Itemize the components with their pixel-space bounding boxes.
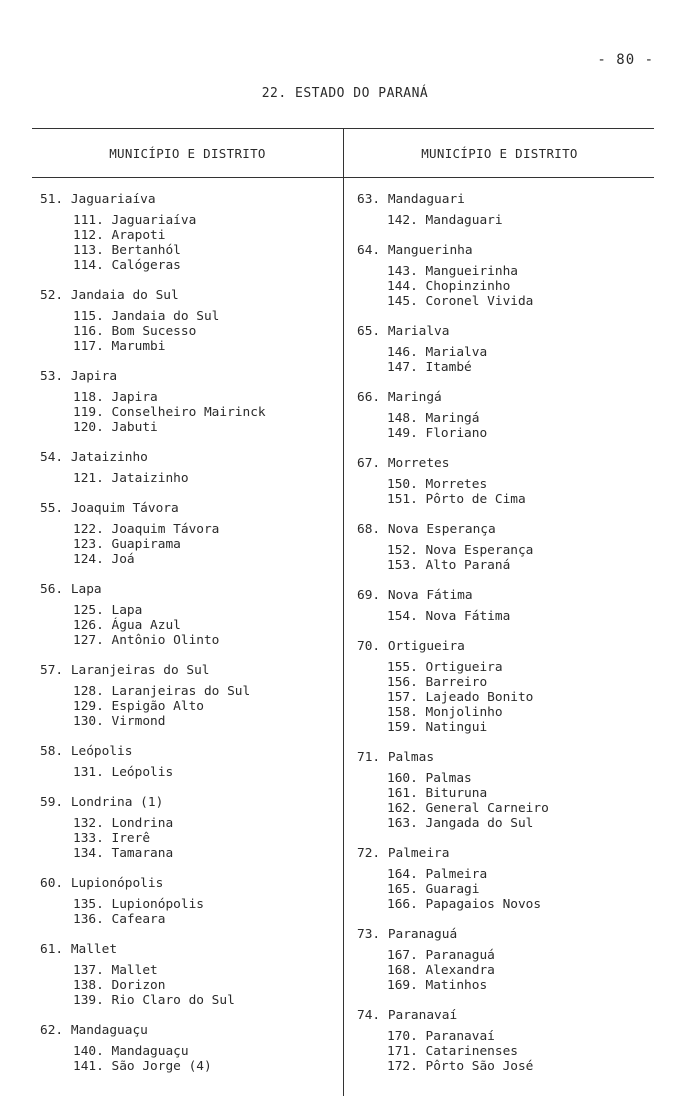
municipio-name: 60. Lupionópolis — [40, 876, 164, 891]
district-item: 115. Jandaia do Sul — [73, 309, 220, 324]
municipio-name: 58. Leópolis — [40, 744, 133, 759]
district-item: 142. Mandaguari — [387, 213, 503, 228]
municipio-name: 55. Joaquim Távora — [40, 501, 179, 516]
district-item: 119. Conselheiro Mairinck — [73, 405, 266, 420]
district-list — [40, 963, 340, 1008]
municipio-entry — [40, 942, 340, 1008]
municipio-entry — [357, 324, 657, 375]
district-item: 137. Mallet — [73, 963, 158, 978]
district-item: 120. Jabuti — [73, 420, 158, 435]
district-item: 154. Nova Fátima — [387, 609, 511, 624]
municipio-name: 67. Morretes — [357, 456, 450, 471]
municipio-entry — [40, 663, 340, 729]
district-item: 131. Leópolis — [73, 765, 174, 780]
right-column — [357, 192, 657, 1089]
municipio-entry — [40, 369, 340, 435]
district-list — [357, 345, 657, 375]
district-item: 161. Bituruna — [387, 786, 488, 801]
municipio-name: 68. Nova Esperança — [357, 522, 496, 537]
municipio-name: 66. Maringá — [357, 390, 442, 405]
district-item: 149. Floriano — [387, 426, 488, 441]
district-item: 123. Guapirama — [73, 537, 181, 552]
district-item: 116. Bom Sucesso — [73, 324, 197, 339]
district-list — [357, 411, 657, 441]
municipio-name: 64. Manguerinha — [357, 243, 473, 258]
district-item: 125. Lapa — [73, 603, 143, 618]
district-item: 145. Coronel Vivida — [387, 294, 534, 309]
district-item: 127. Antônio Olinto — [73, 633, 220, 648]
municipio-entry — [40, 795, 340, 861]
district-item: 169. Matinhos — [387, 978, 488, 993]
municipio-entry — [40, 450, 340, 486]
district-item: 139. Rio Claro do Sul — [73, 993, 235, 1008]
municipio-name: 70. Ortigueira — [357, 639, 465, 654]
district-list — [40, 522, 340, 567]
district-item: 117. Marumbi — [73, 339, 166, 354]
district-item: 124. Joá — [73, 552, 135, 567]
column-header-right: MUNICÍPIO E DISTRITO — [421, 146, 578, 161]
district-item: 140. Mandaguaçu — [73, 1044, 189, 1059]
district-item: 132. Londrina — [73, 816, 174, 831]
district-list — [357, 609, 657, 624]
district-item: 162. General Carneiro — [387, 801, 549, 816]
municipio-entry — [40, 288, 340, 354]
district-list — [40, 471, 340, 486]
district-item: 136. Cafeara — [73, 912, 166, 927]
district-list — [357, 948, 657, 993]
district-item: 163. Jangada do Sul — [387, 816, 534, 831]
district-list — [357, 867, 657, 912]
district-item: 160. Palmas — [387, 771, 472, 786]
district-item: 151. Pôrto de Cima — [387, 492, 526, 507]
district-item: 133. Irerê — [73, 831, 151, 846]
district-item: 128. Laranjeiras do Sul — [73, 684, 251, 699]
district-list — [357, 264, 657, 309]
district-item: 164. Palmeira — [387, 867, 488, 882]
district-item: 148. Maringá — [387, 411, 480, 426]
district-list — [40, 213, 340, 273]
municipio-entry — [357, 456, 657, 507]
district-item: 144. Chopinzinho — [387, 279, 511, 294]
municipio-name: 71. Palmas — [357, 750, 435, 765]
district-item: 157. Lajeado Bonito — [387, 690, 534, 705]
district-item: 171. Catarinenses — [387, 1044, 518, 1059]
municipio-name: 54. Jataizinho — [40, 450, 148, 465]
municipio-name: 59. Londrina (1) — [40, 795, 164, 810]
district-item: 172. Pôrto São José — [387, 1059, 534, 1074]
district-item: 146. Marialva — [387, 345, 488, 360]
district-list — [357, 213, 657, 228]
column-header-left: MUNICÍPIO E DISTRITO — [109, 146, 266, 161]
municipio-name: 63. Mandaguari — [357, 192, 465, 207]
district-item: 147. Itambé — [387, 360, 472, 375]
district-item: 126. Água Azul — [73, 618, 181, 633]
district-item: 135. Lupionópolis — [73, 897, 204, 912]
municipio-name: 69. Nova Fátima — [357, 588, 473, 603]
district-item: 118. Japira — [73, 390, 158, 405]
district-item: 129. Espigão Alto — [73, 699, 204, 714]
district-item: 153. Alto Paraná — [387, 558, 511, 573]
municipio-entry — [357, 846, 657, 912]
district-item: 111. Jaguariaíva — [73, 213, 197, 228]
district-item: 121. Jataizinho — [73, 471, 189, 486]
district-item: 130. Virmond — [73, 714, 166, 729]
district-list — [40, 684, 340, 729]
municipio-entry — [357, 750, 657, 831]
municipio-entry — [357, 927, 657, 993]
district-item: 134. Tamarana — [73, 846, 174, 861]
municipio-name: 73. Paranaguá — [357, 927, 458, 942]
municipio-entry — [357, 1008, 657, 1074]
district-item: 150. Morretes — [387, 477, 488, 492]
municipio-name: 52. Jandaia do Sul — [40, 288, 179, 303]
district-list — [40, 897, 340, 927]
municipio-entry — [357, 243, 657, 309]
municipio-entry — [357, 390, 657, 441]
municipio-name: 57. Laranjeiras do Sul — [40, 663, 210, 678]
district-item: 167. Paranaguá — [387, 948, 495, 963]
municipio-name: 65. Marialva — [357, 324, 450, 339]
municipio-entry — [40, 192, 340, 273]
district-item: 141. São Jorge (4) — [73, 1059, 212, 1074]
district-list — [40, 765, 340, 780]
municipio-entry — [40, 582, 340, 648]
left-column — [40, 192, 340, 1089]
district-list — [40, 309, 340, 354]
district-list — [357, 477, 657, 507]
district-item: 168. Alexandra — [387, 963, 495, 978]
municipio-entry — [357, 639, 657, 735]
municipio-entry — [40, 876, 340, 927]
district-item: 113. Bertanhól — [73, 243, 181, 258]
district-item: 152. Nova Esperança — [387, 543, 534, 558]
district-item: 112. Arapoti — [73, 228, 166, 243]
municipio-name: 53. Japira — [40, 369, 118, 384]
district-item: 138. Dorizon — [73, 978, 166, 993]
municipio-entry — [357, 192, 657, 228]
district-list — [40, 390, 340, 435]
municipio-entry — [40, 1023, 340, 1074]
column-divider — [343, 128, 344, 1096]
municipio-name: 51. Jaguariaíva — [40, 192, 156, 207]
page-number: - 80 - — [597, 52, 654, 68]
district-item: 166. Papagaios Novos — [387, 897, 542, 912]
page-title: 22. ESTADO DO PARANÁ — [261, 86, 429, 101]
district-list — [357, 771, 657, 831]
district-item: 159. Natingui — [387, 720, 488, 735]
municipio-entry — [40, 744, 340, 780]
district-item: 143. Mangueirinha — [387, 264, 518, 279]
municipio-name: 61. Mallet — [40, 942, 118, 957]
municipio-entry — [40, 501, 340, 567]
municipio-entry — [357, 522, 657, 573]
district-item: 156. Barreiro — [387, 675, 488, 690]
district-list — [357, 1029, 657, 1074]
municipio-name: 62. Mandaguaçu — [40, 1023, 148, 1038]
municipio-entry — [357, 588, 657, 624]
municipio-name: 74. Paranavaí — [357, 1008, 458, 1023]
district-item: 114. Calógeras — [73, 258, 181, 273]
district-list — [357, 543, 657, 573]
district-list — [40, 1044, 340, 1074]
district-item: 158. Monjolinho — [387, 705, 503, 720]
district-item: 122. Joaquim Távora — [73, 522, 220, 537]
district-item: 170. Paranavaí — [387, 1029, 495, 1044]
municipio-name: 56. Lapa — [40, 582, 102, 597]
district-list — [357, 660, 657, 735]
district-list — [40, 603, 340, 648]
municipio-name: 72. Palmeira — [357, 846, 450, 861]
district-list — [40, 816, 340, 861]
district-item: 165. Guaragi — [387, 882, 480, 897]
district-item: 155. Ortigueira — [387, 660, 503, 675]
